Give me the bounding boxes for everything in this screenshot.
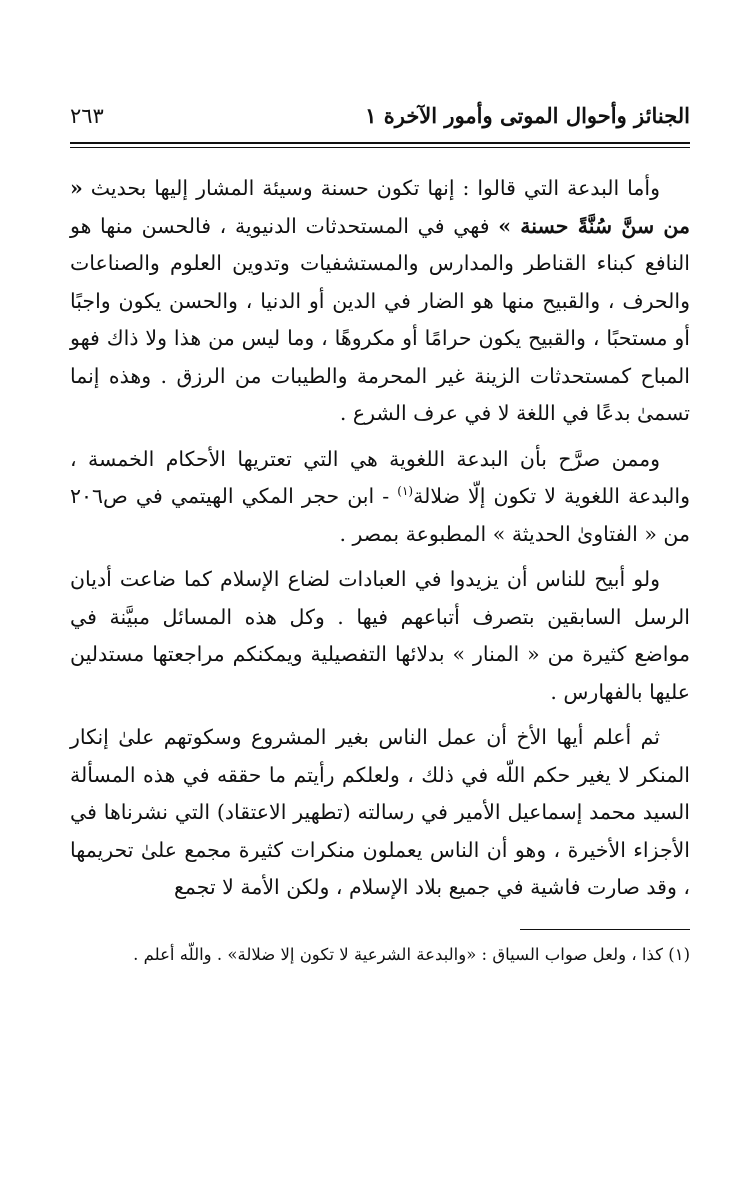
paragraph-3-text: ولو أبيح للناس أن يزيدوا في العبادات لضاع الإسلام كما ضاعت أديان الرسل السابقين بتصرف أتباعهم فيها . وكل هذه المسائل مبيَّنة في مواضع كثيرة من « المنار » بدلائها التفصيلية ويمكنكم مراجعتها مستدلين عليها بالفهارس . xyxy=(70,567,690,704)
header-rule-thin xyxy=(70,147,690,148)
main-text xyxy=(70,170,690,907)
running-title: الجنائز وأحوال الموتى وأمور الآخرة ١ xyxy=(365,103,690,128)
page-header xyxy=(70,100,690,132)
paragraph-1-text-b: فهي في المستحدثات الدنيوية ، فالحسن منها هو النافع كبناء القناطر والمدارس والمستشفيات وتدوين العلوم والصناعات والحرف ، والقبيح منها هو الضار في الدين أو الدنيا ، والحسن يكون واجبًا أو مستحبًا ، والقبيح يكون حرامًا أو مكروهًا ، وما ليس من هذا ولا ذاك فهو المباح كمستحدثات الزينة غير المحرمة والطيبات من الرزق . وهذه إنما تسمىٰ بدعًا في اللغة لا في عرف الشرع . xyxy=(70,213,690,425)
page-number: ٢٦٣ xyxy=(70,104,104,128)
paragraph-1 xyxy=(70,170,690,433)
paragraph-4 xyxy=(70,719,690,907)
header-rule-thick xyxy=(70,142,690,144)
paragraph-2-text-b: - ابن حجر المكي الهيتمي في ص٢٠٦ من « الفتاوىٰ الحديثة » المطبوعة بمصر . xyxy=(70,484,690,546)
paragraph-2-text-a: وممن صرَّح بأن البدعة اللغوية هي التي تعتريها الأحكام الخمسة ، والبدعة اللغوية لا تكون إلّا ضلالة xyxy=(70,446,691,508)
hadith-quote: « من سنَّ سُنَّةً حسنة » xyxy=(70,176,690,238)
paragraph-4-text: ثم أعلم أيها الأخ أن عمل الناس بغير المشروع وسكوتهم علىٰ إنكار المنكر لا يغير حكم اللّه في ذلك ، ولعلكم رأيتم ما حققه في هذه المسألة السيد محمد إسماعيل الأمير في رسالته (تطهير الاعتقاد) التي نشرناها في الأجزاء الأخيرة ، وهو أن الناس يعملون منكرات كثيرة مجمع علىٰ تحريمها ، وقد صارت فاشية في جميع بلاد الإسلام ، ولكن الأمة لا تجمع xyxy=(70,725,690,899)
footnote-marker[interactable]: (١) xyxy=(397,484,414,499)
paragraph-3 xyxy=(70,561,690,711)
book-page xyxy=(70,100,690,968)
paragraph-1-text-a: وأما البدعة التي قالوا : إنها تكون حسنة وسيئة المشار إليها بحديث xyxy=(82,176,660,200)
paragraph-2 xyxy=(70,441,690,554)
footnote-separator xyxy=(520,929,690,930)
footnote: (١) كذا ، ولعل صواب السياق : «والبدعة الشرعية لا تكون إلا ضلالة» . واللّه أعلم . xyxy=(133,944,690,964)
